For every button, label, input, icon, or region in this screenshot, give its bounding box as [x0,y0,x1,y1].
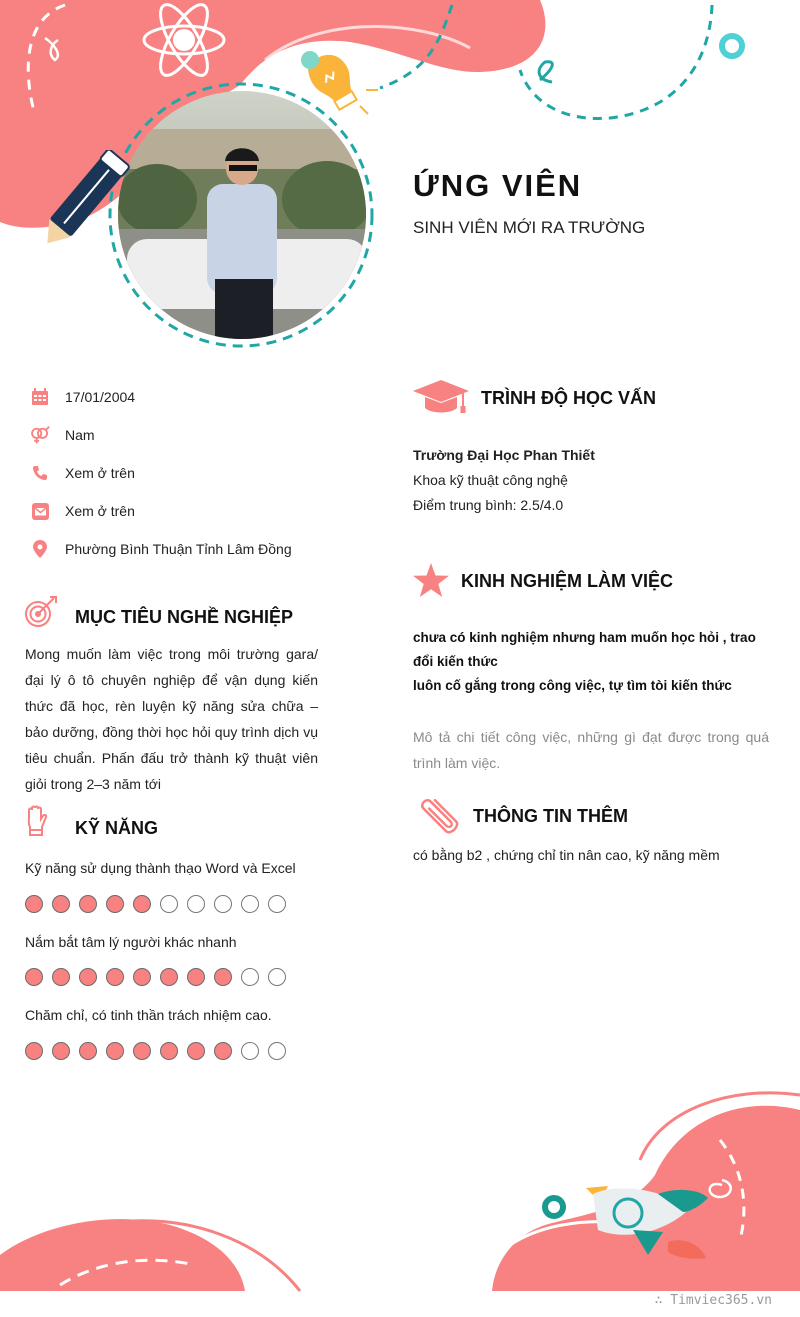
rating-dot-empty [241,895,259,913]
experience-description: Mô tả chi tiết công việc, những gì đạt được trong quá trình làm việc. [413,729,769,771]
experience-summary [413,626,773,698]
rating-dot-filled [106,1042,124,1060]
additional-heading: THÔNG TIN THÊM [473,806,628,826]
phone-text: Xem ở trên [65,465,135,481]
rating-dot-filled [106,968,124,986]
skill-label: Nắm bắt tâm lý người khác nhanh [25,934,237,950]
address-text: Phường Bình Thuận Tỉnh Lâm Đồng [65,541,292,557]
email-icon [30,501,50,521]
star-icon [413,563,449,597]
rating-dot-filled [25,895,43,913]
rating-dot-empty [268,1042,286,1060]
rating-dot-filled [106,895,124,913]
gender-text: Nam [65,427,95,443]
paperclip-icon [414,793,460,837]
rating-dot-empty [268,895,286,913]
location-icon [30,539,50,559]
skill-rating [25,1042,286,1060]
rating-dot-empty [160,895,178,913]
objective-text: Mong muốn làm việc trong môi trường gara/ đại lý ô tô chuyên nghiệp để vận dụng kiến thức đã học, rèn luyện kỹ năng sửa chữa – bảo dưỡng, đồng thời học hỏi quy trình dịch vụ tiêu chuẩn. Phấn đấu trở thành kỹ thuật viên giỏi trong 2–3 năm tới [25,646,318,792]
skill-rating [25,968,286,986]
info-phone [30,461,350,485]
rating-dot-filled [25,1042,43,1060]
experience-line: chưa có kinh nghiệm nhưng ham muốn học hỏi , trao đổi kiến thức [413,630,756,669]
candidate-name: ỨNG VIÊN [413,168,583,203]
school-name: Trường Đại Học Phan Thiết [413,447,595,463]
skill-rating [25,895,286,913]
candidate-title: SINH VIÊN MỚI RA TRƯỜNG [413,218,646,237]
rating-dot-filled [133,895,151,913]
rating-dot-filled [214,968,232,986]
graduation-cap-icon [413,378,469,416]
rating-dot-empty [214,895,232,913]
phone-icon [30,463,50,483]
rating-dot-filled [52,968,70,986]
rating-dot-empty [268,968,286,986]
rating-dot-filled [52,895,70,913]
rating-dot-filled [160,968,178,986]
info-gender [30,423,350,447]
objective-heading: MỤC TIÊU NGHỀ NGHIỆP [75,607,294,627]
gender-icon [30,425,50,445]
info-birthday [30,385,350,409]
skills-heading: KỸ NĂNG [75,818,159,838]
pencil-icon [35,150,130,255]
rating-dot-filled [79,1042,97,1060]
info-email [30,499,350,523]
skill-label: Chăm chỉ, có tinh thần trách nhiệm cao. [25,1007,272,1023]
target-icon [24,595,58,629]
skill-label: Kỹ năng sử dụng thành thạo Word và Excel [25,860,296,876]
experience-line: luôn cố gắng trong công việc, tự tìm tòi kiến thức [413,678,732,693]
profile-photo-frame [107,81,375,349]
rating-dot-filled [79,968,97,986]
profile-photo [117,89,367,341]
footer-brand: ∴ Timviec365.vn [654,1293,772,1308]
birthday-text: 17/01/2004 [65,389,136,405]
faculty-name: Khoa kỹ thuật công nghệ [413,472,568,488]
rating-dot-filled [187,1042,205,1060]
email-text: Xem ở trên [65,503,135,519]
rating-dot-empty [241,968,259,986]
gpa-text: Điểm trung bình: 2.5/4.0 [413,497,564,513]
rating-dot-filled [52,1042,70,1060]
rating-dot-filled [133,1042,151,1060]
rating-dot-filled [160,1042,178,1060]
education-block [413,443,595,518]
lightbulb-icon [298,48,382,120]
rating-dot-filled [214,1042,232,1060]
rating-dot-empty [241,1042,259,1060]
atom-icon [140,2,228,82]
education-heading: TRÌNH ĐỘ HỌC VẤN [481,388,656,408]
rating-dot-filled [79,895,97,913]
experience-heading: KINH NGHIỆM LÀM VIỆC [461,571,674,591]
rating-dot-filled [133,968,151,986]
info-address [30,537,350,561]
calendar-icon [30,387,50,407]
rocket-icon [538,1180,718,1270]
additional-text: có bằng b2 , chứng chỉ tin nân cao, kỹ năng mềm [413,847,720,863]
rating-dot-empty [187,895,205,913]
rating-dot-filled [187,968,205,986]
hand-icon [24,805,50,837]
rating-dot-filled [25,968,43,986]
